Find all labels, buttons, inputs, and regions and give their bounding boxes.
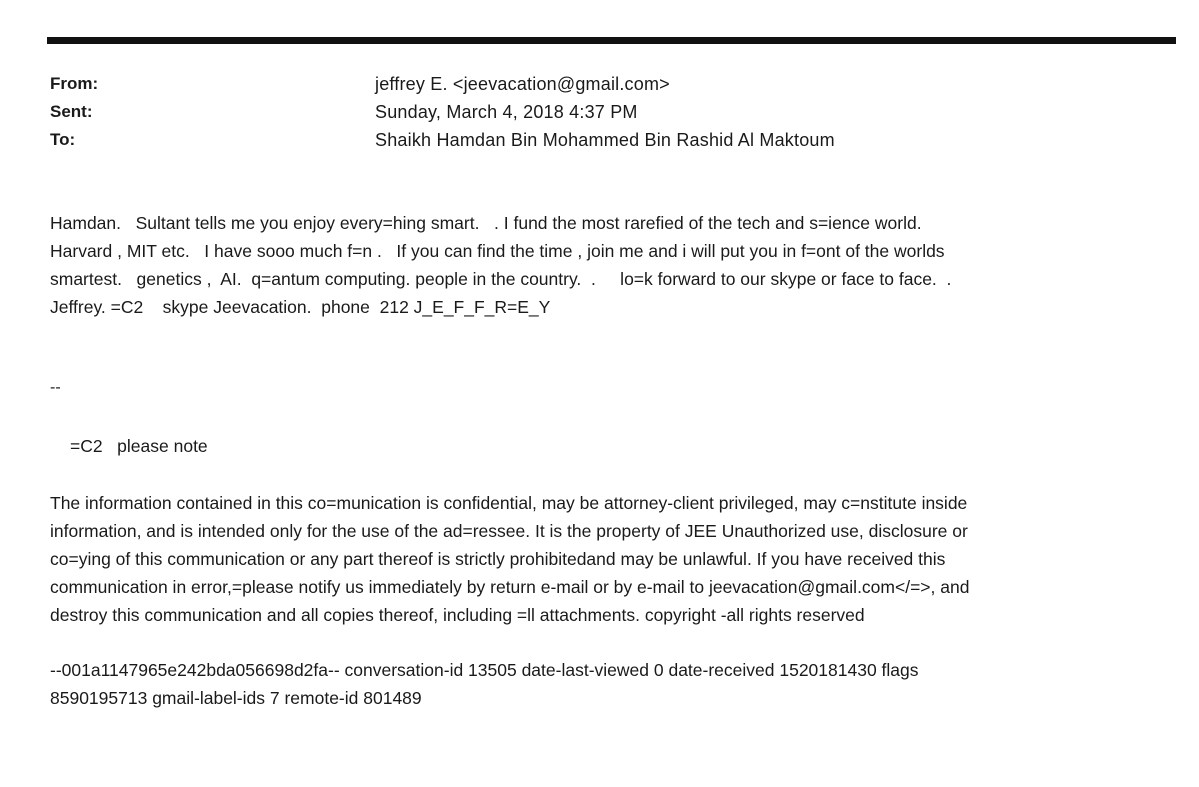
sent-value: Sunday, March 4, 2018 4:37 PM xyxy=(375,102,638,122)
to-value: Shaikh Hamdan Bin Mohammed Bin Rashid Al Maktoum xyxy=(375,130,835,150)
message-metadata xyxy=(50,656,1170,712)
metadata-line: --001a1147965e242bda056698d2fa-- conversation-id 13505 date-last-viewed 0 date-received 1520181430 flags xyxy=(50,660,919,680)
disclaimer-line: information, and is intended only for the use of the ad=ressee. It is the property of JEE Unauthorized use, disclosure or xyxy=(50,521,968,541)
disclaimer-line: destroy this communication and all copies thereof, including =ll attachments. copyright -all rights reserved xyxy=(50,605,865,625)
to-label: To: xyxy=(50,130,76,149)
confidentiality-disclaimer xyxy=(50,489,1170,629)
sent-row xyxy=(50,98,1170,126)
body-line: Harvard , MIT etc. I have sooo much f=n . If you can find the time , join me and i will put you in f=ont of the worlds xyxy=(50,241,945,261)
sent-label: Sent: xyxy=(50,102,93,121)
disclaimer-line: co=ying of this communication or any part thereof is strictly prohibitedand may be unlawful. If you have received this xyxy=(50,549,946,569)
from-row xyxy=(50,70,1170,98)
note-line: =C2 please note xyxy=(70,436,208,456)
metadata-line: 8590195713 gmail-label-ids 7 remote-id 801489 xyxy=(50,688,422,708)
body-line: Hamdan. Sultant tells me you enjoy every=hing smart. . I fund the most rarefied of the tech and s=ience world. xyxy=(50,213,922,233)
body-line: Jeffrey. =C2 skype Jeevacation. phone 212 J_E_F_F_R=E_Y xyxy=(50,297,551,317)
top-divider xyxy=(47,37,1176,44)
disclaimer-line: The information contained in this co=munication is confidential, may be attorney-client privileged, may c=nstitute inside xyxy=(50,493,968,513)
to-row xyxy=(50,126,1170,154)
from-value: jeffrey E. <jeevacation@gmail.com> xyxy=(375,74,670,94)
email-header xyxy=(50,70,1170,154)
disclaimer-line: communication in error,=please notify us immediately by return e-mail or by e-mail to jeevacation@gmail.com</=>, and xyxy=(50,577,970,597)
email-body xyxy=(50,209,1150,321)
signature-separator: -- xyxy=(50,379,61,396)
body-line: smartest. genetics , AI. q=antum computing. people in the country. . lo=k forward to our skype or face to face. . xyxy=(50,269,952,289)
from-label: From: xyxy=(50,74,99,93)
